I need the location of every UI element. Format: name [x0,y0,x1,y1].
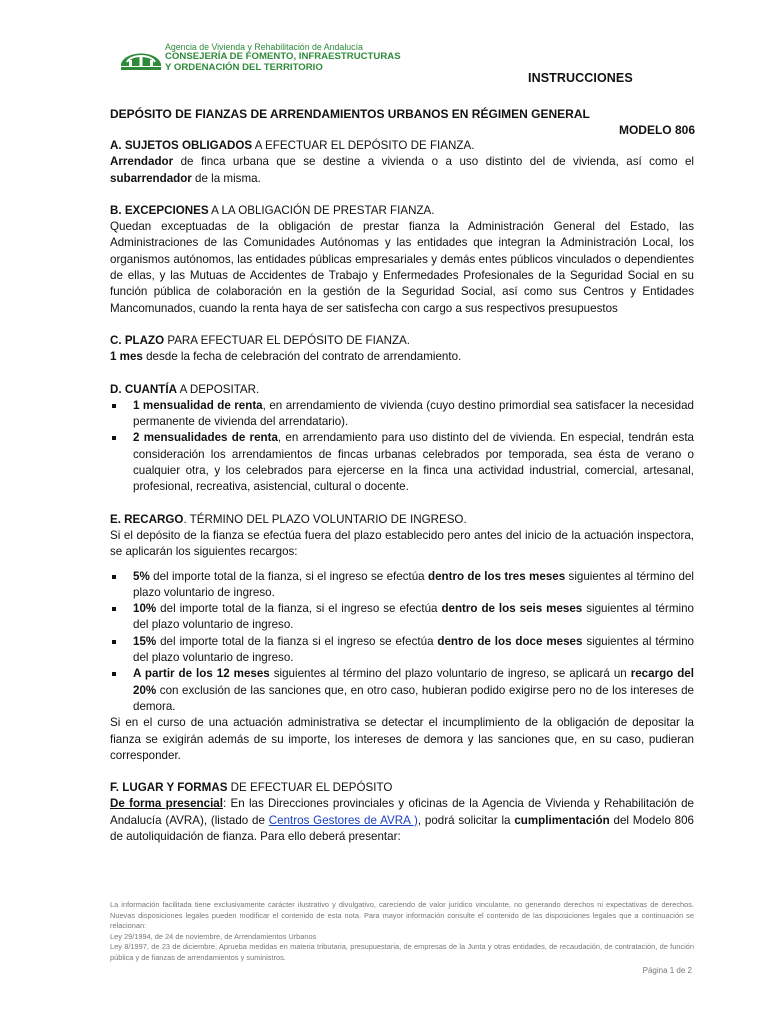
text-span: siguientes al término del plazo voluntario de ingreso. [133,602,694,632]
heading-rest: A LA OBLIGACIÓN DE PRESTAR FIANZA. [208,203,435,217]
text-span: del importe total de la fianza si el ingreso se efectúa [156,634,438,648]
term-arrendador: Arrendador [110,155,174,169]
text-span: , en arrendamiento para uso distinto del de vivienda. En especial, tendrán esta consideración los arrendamientos de fincas urbanas celebrados por temporada, sea ésta de verano o cualquier otra, y los celebrados para ejercerse en la finca una actividad industrial, comercial, artesanal, profesional, recreativa, asistencial, cultural o docente. [133,431,694,494]
heading-rest: DE EFECTUAR EL DEPÓSITO [227,781,393,795]
heading-rest: . TÉRMINO DEL PLAZO VOLUNTARIO DE INGRESO. [183,512,467,526]
section-c-text [110,349,694,365]
heading-bold: B. EXCEPCIONES [110,203,209,217]
list-item [110,569,694,602]
list-item [110,430,694,495]
recargo-list [110,569,694,716]
heading-rest: A EFECTUAR EL DEPÓSITO DE FIANZA. [252,139,475,152]
term-bold: 10% [133,602,157,616]
term-bold: dentro de los seis meses [441,602,583,616]
list-item [110,601,694,634]
section-c-heading [110,333,694,349]
term-bold: A partir de los 12 meses [133,667,270,681]
page-number: Página 1 de 2 [642,966,692,975]
term-bold: 1 mes [110,350,143,364]
list-item [110,398,694,431]
text-span: de la misma. [191,171,261,185]
section-a-text [110,154,694,187]
agency-name: Agencia de Vivienda y Rehabilitación de Andalucía [165,42,363,52]
heading-bold: D. CUANTÍA [110,382,177,396]
text-span: , en arrendamiento de vivienda (cuyo destino primordial sea satisfacer la necesidad permanente de vivienda del arrendatario). [133,398,694,429]
text-span: siguientes al término del plazo voluntario de ingreso. [133,634,694,665]
text-span: con exclusión de las sanciones que, en otro caso, hubieran podido exigirse pero no de los intereses de demora. [133,683,694,713]
footer-disclaimer [110,900,694,963]
term-bold: dentro de los doce meses [437,634,583,648]
section-f-text [110,796,694,845]
heading-bold: A. SUJETOS OBLIGADOS [110,139,253,152]
section-b-text: Quedan exceptuadas de la obligación de prestar fianza la Administración General del Estado, las Administraciones de las Comunidades Autónomas y las entidades que integran la Administración Local, los organismos autónomos, las entidades públicas empresariales y demás entes públicos vinculados o dependientes de ellas, y las Mutuas de Accidentes de Trabajo y Enfermedades Profesionales de la Seguridad Social en su función pública de colaboración en la gestión de la Seguridad Social, así como sus Centros y Entidades Mancomunados, cuando la renta haya de ser satisfecha con cargo a sus respectivos presupuestos [110,220,694,315]
junta-andalucia-logo-icon [117,40,165,84]
term-bold: 15% [133,634,157,648]
text-span: , podrá solicitar la [417,813,515,827]
law-reference: Ley 8/1997, de 23 de diciembre, Aprueba medidas en materia tributaria, presupuestaria, de empresas de la Junta y otras entidades, de recaudación, de contratación, de función pública y de fianzas de arrendamientos y suministros. [110,942,694,962]
text-span: del Modelo 806 de autoliquidación de fianza. Para ello deberá presentar: [110,813,694,843]
centros-gestores-link[interactable]: Centros Gestores de AVRA ) [268,813,418,827]
agency-logo [113,40,401,84]
ministry-name-line1: CONSEJERÍA DE FOMENTO, INFRAESTRUCTURAS [165,51,401,62]
ministry-name-line2: Y ORDENACIÓN DEL TERRITORIO [165,61,323,73]
section-b-heading [110,203,694,219]
heading-bold: F. LUGAR Y FORMAS [110,781,228,795]
list-item [110,666,694,715]
section-e-outro: Si en el curso de una actuación administrativa se detectar el incumplimiento de la obligación de depositar la fianza se exigirán además de su importe, los intereses de demora y las sanciones que, en su caso, pudieran corresponder. [110,716,694,762]
section-f-heading [110,780,694,796]
term-bold: 5% [133,569,150,583]
term-bold: 2 mensualidades de renta [133,431,278,445]
section-label: INSTRUCCIONES [528,71,633,85]
section-e-heading [110,512,694,528]
term-bold: recargo del 20% [133,667,694,697]
text-span: de finca urbana que se destine a vivienda o a uso distinto del de vivienda, así como el [173,155,694,169]
term-bold: cumplimentación [514,813,610,827]
section-e-intro: Si el depósito de la fianza se efectúa fuera del plazo establecido pero antes del inicio de la actuación inspectora, se aplicarán los siguientes recargos: [110,528,694,559]
heading-bold: C. PLAZO [110,333,165,347]
text-span: del importe total de la fianza, si el ingreso se efectúa [156,602,442,616]
text-span: : En las Direcciones provinciales y oficinas de la Agencia de Vivienda y Rehabilitación de Andalucía (AVRA), (listado de [110,797,694,827]
document-body [110,138,694,845]
text-span: desde la fecha de celebración del contrato de arrendamiento. [142,350,462,364]
text-span: siguientes al término del plazo voluntario de ingreso. [133,569,694,599]
section-a-heading [110,138,694,154]
text-span: del importe total de la fianza, si el ingreso se efectúa [149,569,428,583]
cuantia-list [110,398,694,496]
logo-text-block [165,42,401,73]
list-item [110,634,694,667]
model-number: MODELO 806 [618,123,695,137]
heading-bold: E. RECARGO [110,512,184,526]
section-d-heading [110,382,694,398]
text-span: siguientes al término del plazo voluntario de ingreso, se aplicará un [269,667,631,681]
term-bold: dentro de los tres meses [427,569,566,583]
term-bold: 1 mensualidad de renta [133,398,263,412]
law-reference: Ley 29/1994, de 24 de noviembre, de Arrendamientos Urbanos [110,931,317,941]
disclaimer-text: La información facilitada tiene exclusivamente carácter ilustrativo y divulgativo, careciendo de valor jurídico vinculante, no generando derechos ni expectativas de derechos. Nuevas disposiciones legales pueden modificar el contenido de esta nota. Para mayor información consulte el contenido de las disposiciones legales que a continuación se relacionan: [110,900,694,930]
term-subarrendador: subarrendador [110,171,192,185]
term-bold: De forma presencial [110,797,223,811]
heading-rest: PARA EFECTUAR EL DEPÓSITO DE FIANZA. [164,333,410,347]
document-title: DEPÓSITO DE FIANZAS DE ARRENDAMIENTOS URBANOS EN RÉGIMEN GENERAL [110,107,590,121]
heading-rest: A DEPOSITAR. [176,382,260,396]
